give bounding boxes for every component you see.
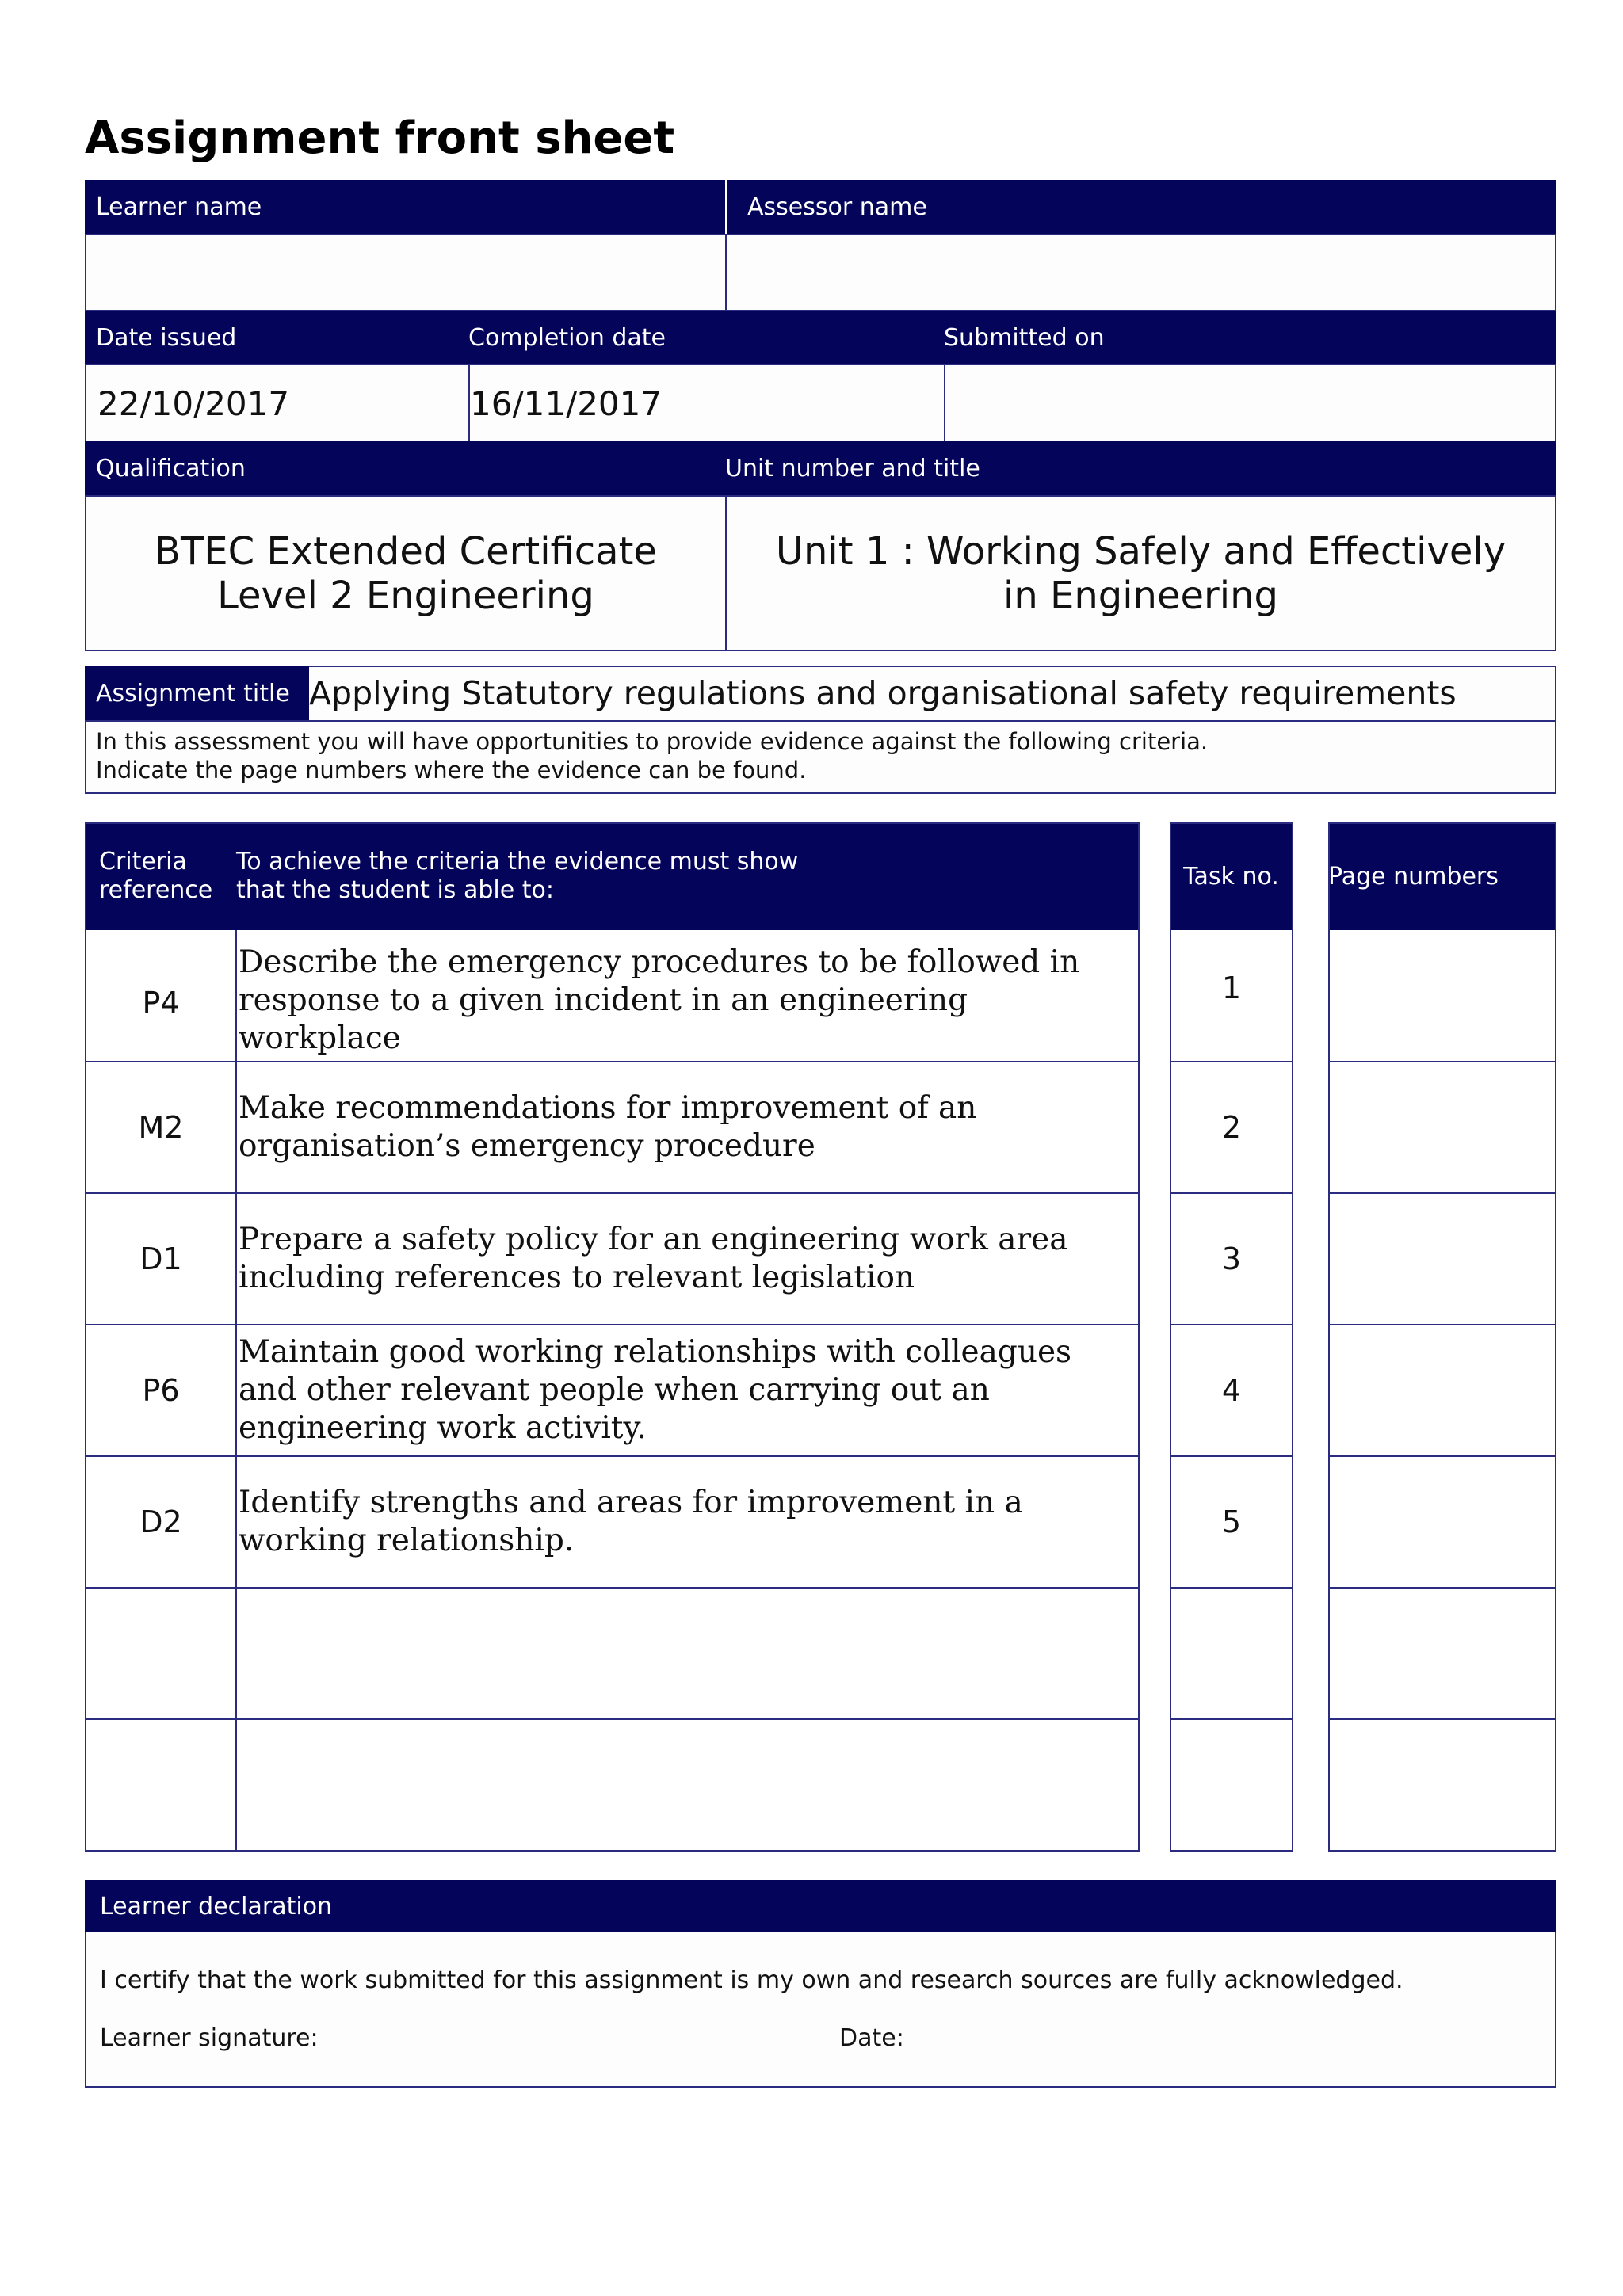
task-no-label: Task no. [1183,862,1279,891]
date-issued-value: 22/10/2017 [97,383,290,423]
criteria-description-cell: Maintain good working relationships with colleagues and other relevant people when carrying out an engineering work activity. [239,1334,1072,1446]
criteria-reference-cell: P4 [142,986,180,1020]
assignment-instructions [96,727,1538,784]
assignment-title-field [309,666,1553,721]
declaration-header [85,1880,1556,1932]
page-numbers-cell[interactable] [1330,1588,1555,1719]
assignment-title-value: Applying Statutory regulations and organisational safety requirements [309,674,1457,712]
criteria-reference-cell: D1 [139,1241,182,1276]
qualification-header [85,441,725,495]
date-issued-header [85,311,468,364]
evidence-label: To achieve the criteria the evidence must show that the student is able to: [236,848,799,904]
qualification-field [85,495,727,651]
completion-date-header [468,311,944,364]
assignment-title-header [85,666,309,721]
criteria-reference-cell: P6 [142,1373,180,1408]
completion-date-label: Completion date [468,323,666,352]
declaration-statement: I certify that the work submitted for this assignment is my own and research sources are fully acknowledged. [100,1966,1403,1994]
instructions-line-1: In this assessment you will have opportunities to provide evidence against the following criteria. [96,728,1209,755]
page-numbers-cell[interactable] [1330,1719,1555,1851]
assessor-name-header [727,180,1556,234]
criteria-description-cell: Prepare a safety policy for an engineering work area including references to relevant legislation [239,1222,1068,1295]
task-number-cell [1171,1719,1292,1851]
assignment-divider [85,720,1556,722]
criteria-description-cell [237,1719,1137,1851]
page-title: Assignment front sheet [85,113,675,164]
page-numbers-label: Page numbers [1328,862,1499,891]
criteria-reference-cell: M2 [138,1110,184,1145]
assignment-title-label: Assignment title [96,679,290,707]
learner-name-field[interactable] [85,234,727,311]
criteria-reference-cell [86,1588,235,1719]
declaration-header-label: Learner declaration [100,1892,333,1920]
criteria-description-cell: Describe the emergency procedures to be followed in response to a given incident in an engineering workplace [239,944,1080,1056]
criteria-reference-label: Criteria reference [99,848,213,904]
task-number-cell: 2 [1221,1110,1242,1145]
unit-header [725,441,1556,495]
assessor-name-field[interactable] [725,234,1556,311]
page-numbers-cell[interactable] [1330,1062,1555,1193]
page-numbers-cell[interactable] [1330,930,1555,1062]
unit-label: Unit number and title [725,454,980,482]
date-issued-field[interactable] [85,364,470,443]
date-issued-label: Date issued [96,323,237,352]
task-number-cell: 5 [1221,1505,1242,1539]
submitted-on-field[interactable] [944,364,1556,443]
declaration-date-label: Date: [839,2024,904,2052]
criteria-description-cell [237,1588,1137,1719]
task-number-cell [1171,1588,1292,1719]
criteria-description-cell: Make recommendations for improvement of an organisation’s emergency procedure [239,1090,977,1164]
learner-name-header [85,180,725,234]
criteria-reference-cell: D2 [139,1505,182,1539]
page-numbers-cell[interactable] [1330,1193,1555,1325]
task-number-cell: 4 [1221,1373,1242,1408]
submitted-on-header [944,311,1556,364]
qualification-label: Qualification [96,454,246,482]
unit-value: Unit 1 : Working Safely and Effectively in Engineering [775,528,1507,618]
page-numbers-cell[interactable] [1330,1456,1555,1588]
criteria-reference-cell [86,1719,235,1851]
task-number-cell: 3 [1221,1241,1242,1276]
criteria-description-cell: Identify strengths and areas for improvement in a working relationship. [239,1485,1023,1558]
assessor-name-label: Assessor name [747,193,927,221]
completion-date-value: 16/11/2017 [470,383,663,423]
page-numbers-cell[interactable] [1330,1325,1555,1456]
submitted-on-label: Submitted on [944,323,1105,352]
learner-signature-label: Learner signature: [100,2024,319,2052]
unit-field [725,495,1556,651]
task-number-cell: 1 [1221,971,1242,1005]
completion-date-field[interactable] [468,364,945,443]
instructions-line-2: Indicate the page numbers where the evidence can be found. [96,757,807,784]
learner-name-label: Learner name [96,193,262,221]
qualification-value: BTEC Extended Certificate Level 2 Engineering [155,528,657,618]
